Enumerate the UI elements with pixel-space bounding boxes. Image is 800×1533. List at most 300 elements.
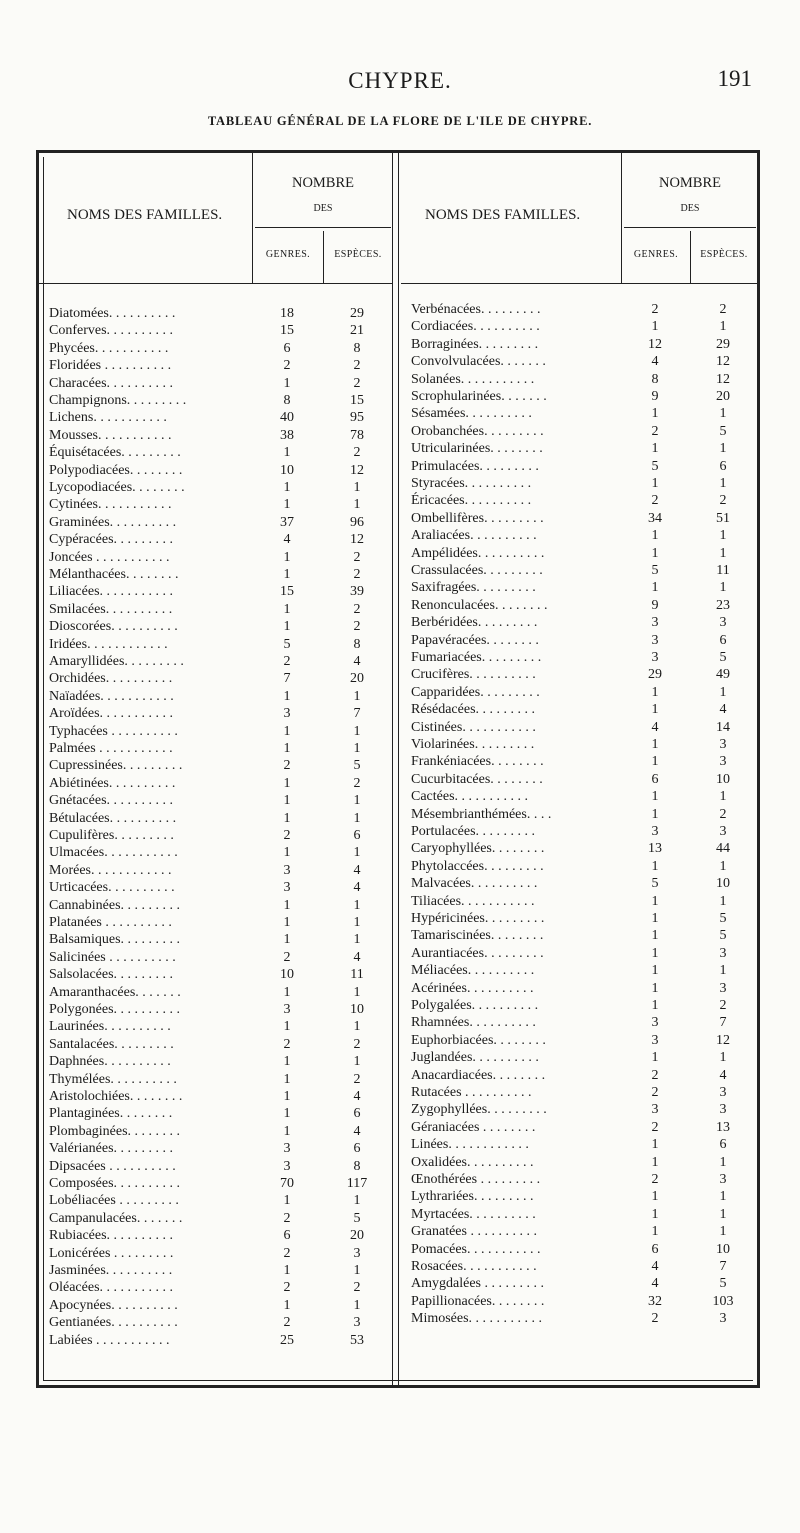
genres-count: 1 [651, 441, 659, 457]
family-name: Linées. . . . . . . . . . . . [411, 1137, 529, 1153]
family-name: Champignons. . . . . . . . . [49, 393, 187, 408]
genres-count: 1 [651, 928, 659, 944]
genres-count: 3 [651, 1015, 659, 1031]
especes-count: 1 [353, 845, 361, 861]
especes-count: 10 [716, 1241, 730, 1257]
genres-count: 3 [651, 824, 659, 839]
family-name: Éricacées. . . . . . . . . . [411, 493, 532, 509]
especes-count: 3 [719, 980, 727, 996]
table-row [39, 375, 392, 392]
especes-count: 4 [353, 1089, 361, 1104]
family-name: Typhacées . . . . . . . . . . [49, 723, 178, 739]
especes-count: 12 [716, 1032, 730, 1048]
table-row [39, 1123, 392, 1140]
family-name: Plantaginées. . . . . . . . [49, 1106, 173, 1122]
family-name: Ampélidées. . . . . . . . . . [411, 545, 545, 561]
family-name: Lycopodiacées. . . . . . . . [49, 480, 185, 495]
table-row [401, 1223, 757, 1240]
family-name: Cistinées. . . . . . . . . . . [411, 719, 536, 735]
especes-count: 8 [353, 340, 361, 356]
family-name: Oléacées. . . . . . . . . . . [49, 1280, 174, 1296]
family-name: Characées. . . . . . . . . . [49, 375, 174, 391]
table-left-half [39, 153, 392, 1385]
especes-count: 10 [716, 771, 730, 787]
table-row [39, 305, 392, 322]
table-row [401, 1154, 757, 1171]
family-name: Acérinées. . . . . . . . . . [411, 980, 534, 996]
table-row [401, 579, 757, 596]
genres-count: 1 [651, 1206, 659, 1222]
family-name: Cactées. . . . . . . . . . . [411, 789, 529, 805]
family-name: Labiées . . . . . . . . . . . [49, 1332, 170, 1348]
table-row [39, 827, 392, 844]
genres-count: 2 [283, 1315, 291, 1331]
family-name: Ombellifères. . . . . . . . . [411, 510, 544, 526]
family-name: Campanulacées. . . . . . . [49, 1210, 183, 1226]
especes-count: 1 [353, 1193, 361, 1209]
table-row [39, 1088, 392, 1105]
especes-count: 29 [716, 336, 730, 352]
genres-count: 1 [651, 406, 659, 422]
especes-count: 3 [719, 1311, 727, 1327]
genres-count: 1 [283, 793, 291, 809]
genres-count: 15 [280, 323, 294, 339]
table-row [401, 545, 757, 562]
family-name: Amaranthacées. . . . . . . [49, 984, 181, 1000]
family-name: Myrtacées. . . . . . . . . . [411, 1206, 536, 1222]
genres-count: 1 [651, 702, 659, 718]
table-row [39, 462, 392, 479]
table-row [401, 336, 757, 353]
especes-count: 1 [719, 441, 727, 457]
genres-count: 9 [651, 389, 659, 404]
especes-count: 5 [719, 928, 727, 944]
genres-count: 1 [651, 1050, 659, 1066]
genres-count: 1 [651, 1189, 659, 1205]
table-row [401, 962, 757, 979]
especes-count: 4 [719, 702, 727, 718]
table-row [39, 1140, 392, 1157]
family-name: Iridées. . . . . . . . . . . . [49, 636, 168, 652]
table-row [401, 1101, 757, 1118]
especes-count: 78 [350, 427, 364, 443]
genres-count: 6 [283, 340, 291, 356]
genres-count: 2 [283, 828, 291, 843]
genres-count: 1 [651, 754, 659, 770]
especes-count: 7 [353, 706, 361, 722]
family-name: Abiétinées. . . . . . . . . . [49, 775, 176, 791]
family-name: Gnétacées. . . . . . . . . . [49, 793, 174, 809]
especes-count: 3 [719, 1172, 727, 1187]
genres-count: 2 [651, 1172, 659, 1187]
especes-count: 12 [350, 532, 364, 548]
especes-count: 2 [353, 445, 361, 461]
especes-count: 5 [353, 1210, 361, 1226]
table-row [39, 1245, 392, 1262]
table-row [401, 1049, 757, 1066]
table-title: TABLEAU GÉNÉRAL DE LA FLORE DE L'ILE DE CHYPRE. [207, 114, 593, 128]
especes-count: 6 [719, 632, 727, 648]
table-row [39, 723, 392, 740]
especes-count: 11 [716, 563, 730, 578]
family-name: Smilacées. . . . . . . . . . [49, 601, 173, 617]
genres-count: 2 [651, 1067, 659, 1083]
genres-count: 1 [651, 893, 659, 909]
especes-count: 10 [350, 1002, 364, 1017]
table-row [39, 1314, 392, 1331]
genres-count: 3 [283, 862, 291, 878]
especes-count: 1 [719, 1154, 727, 1170]
table-right-half [401, 153, 757, 1385]
family-name: Laurinées. . . . . . . . . . [49, 1019, 171, 1035]
especes-count: 3 [719, 754, 727, 770]
table-row [401, 753, 757, 770]
especes-count: 20 [350, 1228, 364, 1244]
family-name: Cannabinées. . . . . . . . . [49, 897, 181, 913]
table-row [401, 840, 757, 857]
family-name: Mimosées. . . . . . . . . . . [411, 1311, 543, 1327]
family-name: Ulmacées. . . . . . . . . . . [49, 845, 178, 861]
family-name: Salicinées . . . . . . . . . . [49, 949, 176, 965]
family-name: Lichens. . . . . . . . . . . [49, 410, 167, 426]
especes-count: 4 [353, 880, 361, 896]
especes-count: 1 [353, 741, 361, 756]
family-name: Portulacées. . . . . . . . . [411, 824, 536, 839]
especes-count: 2 [353, 619, 361, 635]
especes-count: 1 [719, 1050, 727, 1066]
table-row [401, 1258, 757, 1275]
family-name: Lonicérées . . . . . . . . . [49, 1245, 174, 1261]
genres-count: 1 [651, 789, 659, 805]
genres-count: 1 [283, 741, 291, 756]
genres-count: 4 [283, 532, 291, 548]
especes-count: 1 [353, 984, 361, 1000]
table-row [39, 1071, 392, 1088]
especes-count: 5 [719, 911, 727, 926]
family-name: Balsamiques. . . . . . . . . [49, 932, 181, 948]
especes-count: 2 [353, 601, 361, 617]
genres-count: 2 [283, 358, 291, 374]
especes-count: 2 [719, 806, 727, 822]
table-row [39, 531, 392, 548]
especes-count: 44 [716, 841, 730, 857]
genres-count: 1 [283, 932, 291, 948]
family-name: Caryophyllées. . . . . . . . [411, 841, 545, 857]
table-row [401, 875, 757, 892]
family-name: Mésembrianthémées. . . . [411, 806, 552, 822]
genres-count: 1 [651, 911, 659, 926]
des-header: DES [680, 203, 700, 214]
especes-count: 1 [353, 723, 361, 739]
genres-count: 2 [651, 1085, 659, 1100]
especes-count: 1 [719, 406, 727, 422]
especes-count: 8 [353, 636, 361, 652]
genres-count: 8 [651, 371, 659, 387]
genres-count: 1 [651, 998, 659, 1013]
genres-count: 1 [651, 319, 659, 335]
family-name: Araliacées. . . . . . . . . . [411, 528, 537, 544]
family-name: Platanées . . . . . . . . . . [49, 915, 172, 930]
table-row [39, 357, 392, 374]
table-row [401, 1188, 757, 1205]
genres-count: 2 [283, 654, 291, 669]
table-row [39, 340, 392, 357]
genres-count: 5 [651, 563, 659, 578]
especes-header: ESPÈCES. [334, 249, 382, 260]
table-row [401, 997, 757, 1014]
genres-count: 1 [651, 980, 659, 996]
double-column-divider [392, 153, 399, 1385]
especes-count: 1 [353, 1263, 361, 1278]
genres-count: 1 [283, 1263, 291, 1278]
family-name: Capparidées. . . . . . . . . [411, 684, 540, 700]
table-row [401, 632, 757, 649]
family-name: Daphnées. . . . . . . . . . [49, 1054, 171, 1070]
especes-count: 29 [350, 306, 364, 321]
family-name: Hypéricinées. . . . . . . . . [411, 911, 545, 926]
table-row [401, 823, 757, 840]
des-header: DES [313, 203, 333, 214]
table-row [401, 1293, 757, 1310]
family-name: Dipsacées . . . . . . . . . . [49, 1158, 176, 1174]
family-name: Résédacées. . . . . . . . . [411, 702, 536, 718]
table-row [39, 966, 392, 983]
table-row [401, 945, 757, 962]
table-row [39, 879, 392, 896]
family-name: Équisétacées. . . . . . . . . [49, 445, 181, 461]
table-row [39, 653, 392, 670]
genres-count: 1 [283, 619, 291, 635]
family-name: Composées. . . . . . . . . . [49, 1176, 181, 1191]
table-row [401, 1136, 757, 1153]
especes-count: 1 [353, 932, 361, 948]
especes-count: 10 [716, 876, 730, 892]
especes-count: 1 [719, 858, 727, 874]
table-row [39, 1036, 392, 1053]
family-name: Polygalées. . . . . . . . . . [411, 998, 539, 1013]
table-row [401, 1084, 757, 1101]
especes-count: 5 [719, 423, 727, 439]
table-row [39, 862, 392, 879]
especes-count: 1 [353, 915, 361, 930]
family-name: Joncées . . . . . . . . . . . [49, 549, 170, 565]
genres-count: 1 [651, 1224, 659, 1240]
running-header [0, 64, 800, 100]
table-row [401, 1310, 757, 1327]
especes-count: 1 [353, 1297, 361, 1313]
table-row [39, 1105, 392, 1122]
especes-count: 2 [719, 302, 727, 317]
especes-count: 103 [712, 1293, 734, 1309]
especes-count: 3 [719, 945, 727, 961]
genres-count: 1 [651, 963, 659, 979]
especes-count: 1 [353, 793, 361, 809]
genres-count: 3 [283, 706, 291, 722]
family-name: Tiliacées. . . . . . . . . . . [411, 893, 535, 909]
table-row [401, 927, 757, 944]
family-name: Utricularinées. . . . . . . . [411, 441, 543, 457]
table-row [39, 670, 392, 687]
genres-count: 1 [283, 567, 291, 582]
genres-count: 8 [283, 393, 291, 408]
especes-count: 3 [353, 1245, 361, 1261]
table-row [39, 1279, 392, 1296]
genres-count: 1 [283, 601, 291, 617]
especes-count: 2 [353, 549, 361, 565]
genres-count: 4 [651, 354, 659, 370]
genres-count: 38 [280, 427, 294, 443]
table-row [401, 388, 757, 405]
genres-count: 1 [651, 684, 659, 700]
especes-count: 20 [350, 671, 364, 687]
family-name: Euphorbiacées. . . . . . . . [411, 1032, 546, 1048]
genres-count: 5 [283, 636, 291, 652]
family-name: Zygophyllées. . . . . . . . . [411, 1102, 547, 1118]
table-row [39, 1053, 392, 1070]
nombre-rule [255, 227, 391, 228]
table-row [39, 757, 392, 774]
family-name: Lobéliacées . . . . . . . . . [49, 1193, 179, 1209]
table-row [39, 914, 392, 931]
genres-count: 7 [283, 671, 291, 687]
especes-count: 2 [353, 1280, 361, 1296]
family-name: Conferves. . . . . . . . . . [49, 323, 174, 339]
especes-count: 4 [353, 1123, 361, 1139]
especes-count: 1 [719, 528, 727, 544]
genres-count: 37 [280, 514, 294, 530]
especes-count: 1 [719, 319, 727, 335]
especes-count: 1 [719, 963, 727, 979]
table-row [401, 701, 757, 718]
family-name: Thymélées. . . . . . . . . . [49, 1071, 177, 1087]
genres-count: 1 [283, 688, 291, 704]
table-row [39, 844, 392, 861]
family-name: Orobanchées. . . . . . . . . [411, 423, 544, 439]
families-header: NOMS DES FAMILLES. [67, 207, 223, 223]
especes-count: 11 [350, 967, 364, 983]
nombre-header: NOMBRE [291, 175, 355, 191]
table-row [401, 562, 757, 579]
family-name: Solanées. . . . . . . . . . . [411, 371, 535, 387]
table-row [401, 771, 757, 788]
table-row [401, 318, 757, 335]
especes-count: 13 [716, 1119, 730, 1135]
especes-count: 14 [716, 719, 730, 735]
family-name: Granatées . . . . . . . . . . [411, 1224, 537, 1240]
table-row [39, 1227, 392, 1244]
family-name: Graminées. . . . . . . . . . [49, 514, 177, 530]
family-name: Rosacées. . . . . . . . . . . [411, 1259, 537, 1274]
table-row [39, 810, 392, 827]
especes-count: 1 [719, 684, 727, 700]
table-row [39, 479, 392, 496]
genres-count: 4 [651, 1276, 659, 1292]
table-row [39, 931, 392, 948]
especes-count: 3 [719, 824, 727, 839]
family-name: Amaryllidées. . . . . . . . . [49, 654, 184, 669]
table-row [39, 1018, 392, 1035]
especes-count: 1 [719, 580, 727, 596]
family-name: Diatomées. . . . . . . . . . [49, 306, 176, 321]
especes-count: 6 [353, 828, 361, 843]
genres-count: 1 [283, 845, 291, 861]
especes-count: 1 [353, 497, 361, 513]
table-row [401, 1171, 757, 1188]
table-row [401, 492, 757, 509]
genres-count: 2 [283, 1036, 291, 1052]
genres-count: 3 [651, 615, 659, 631]
family-name: Polypodiacées. . . . . . . . [49, 462, 183, 478]
genres-count: 1 [651, 476, 659, 491]
table-row [39, 496, 392, 513]
table-row [401, 806, 757, 823]
especes-count: 3 [719, 615, 727, 631]
family-name: Oxalidées. . . . . . . . . . [411, 1154, 534, 1170]
family-name: Juglandées. . . . . . . . . . [411, 1050, 539, 1066]
family-name: Styracées. . . . . . . . . . [411, 476, 532, 491]
genres-count: 6 [283, 1228, 291, 1244]
genres-count: 2 [651, 423, 659, 439]
table-row [39, 1297, 392, 1314]
especes-count: 6 [353, 1141, 361, 1157]
especes-count: 1 [719, 1206, 727, 1222]
especes-count: 7 [719, 1259, 727, 1274]
family-name: Rubiacées. . . . . . . . . . [49, 1228, 174, 1244]
family-name: Primulacées. . . . . . . . . [411, 458, 539, 474]
table-row [39, 1158, 392, 1175]
genres-count: 6 [651, 1241, 659, 1257]
running-title: CHYPRE. [348, 68, 452, 93]
especes-count: 2 [353, 358, 361, 374]
genres-count: 1 [651, 737, 659, 752]
genres-count: 2 [651, 1311, 659, 1327]
table-row [401, 649, 757, 666]
table-row [401, 597, 757, 614]
genres-count: 1 [651, 945, 659, 961]
especes-count: 1 [353, 1019, 361, 1035]
family-name: Pomacées. . . . . . . . . . . [411, 1241, 541, 1257]
table-row [401, 910, 757, 927]
family-name: Mousses. . . . . . . . . . . [49, 427, 172, 443]
genres-count: 1 [283, 897, 291, 913]
especes-count: 6 [719, 1137, 727, 1153]
genres-count: 5 [651, 458, 659, 474]
genres-count: 2 [651, 302, 659, 317]
family-name: Crassulacées. . . . . . . . . [411, 563, 543, 578]
especes-count: 3 [719, 737, 727, 752]
genres-count: 70 [280, 1176, 294, 1191]
family-name: Urticacées. . . . . . . . . . [49, 880, 175, 896]
family-name: Papillionacées. . . . . . . . [411, 1293, 545, 1309]
family-name: Bétulacées. . . . . . . . . . [49, 810, 177, 826]
genres-count: 3 [283, 1002, 291, 1017]
genres-count: 1 [283, 1123, 291, 1139]
family-name: Naïadées. . . . . . . . . . . [49, 688, 174, 704]
family-name: Sésamées. . . . . . . . . . [411, 406, 532, 422]
especes-count: 3 [353, 1315, 361, 1331]
genres-count: 1 [283, 1193, 291, 1209]
genres-count: 1 [651, 1137, 659, 1153]
table-row [39, 427, 392, 444]
family-name: Dioscorées. . . . . . . . . . [49, 619, 178, 635]
family-name: Cupressinées. . . . . . . . . [49, 758, 183, 774]
table-header-right [401, 153, 757, 284]
especes-count: 3 [719, 1085, 727, 1100]
genres-count: 15 [280, 584, 294, 600]
especes-count: 5 [719, 1276, 727, 1292]
especes-count: 6 [719, 458, 727, 474]
table-row [39, 705, 392, 722]
